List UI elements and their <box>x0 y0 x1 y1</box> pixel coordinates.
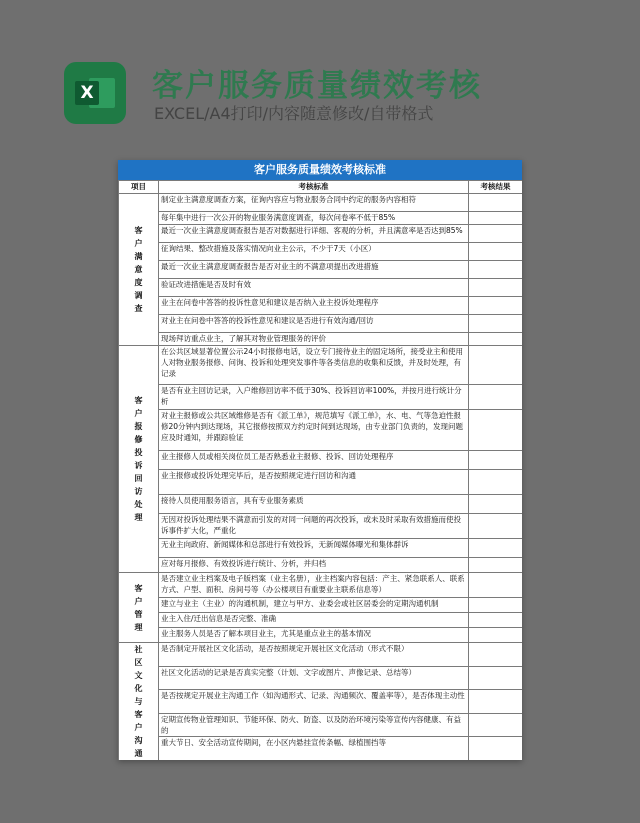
table-row <box>119 333 523 346</box>
table-row <box>119 737 523 760</box>
result-cell[interactable] <box>469 261 523 279</box>
category-cell <box>119 573 159 643</box>
criteria-cell <box>159 643 469 667</box>
criteria-cell <box>159 713 469 737</box>
result-cell[interactable] <box>469 470 523 495</box>
criteria-text: 业主在问卷中答答的投诉性意见和建议是否纳入业主投诉处理程序 <box>161 298 379 307</box>
table-row <box>119 713 523 737</box>
result-cell[interactable] <box>469 346 523 385</box>
result-cell[interactable] <box>469 558 523 573</box>
table-row <box>119 690 523 714</box>
result-cell[interactable] <box>469 279 523 297</box>
page-subtitle: EXCEL/A4打印/内容随意修改/自带格式 <box>154 104 434 123</box>
table-row <box>119 261 523 279</box>
column-header-result: 考核结果 <box>469 181 523 194</box>
criteria-cell <box>159 598 469 613</box>
result-cell[interactable] <box>469 194 523 212</box>
table-row <box>119 243 523 261</box>
criteria-text: 应对每月报修、有效投诉进行统计、分析，并归档 <box>161 559 326 568</box>
criteria-text: 是否建立业主档案及电子版档案（业主名册），业主档案内容包括：产主、紧急联系人、联系方式、户型、面积、房间号等（办公楼项目有重要业主联系信息等） <box>161 574 465 594</box>
criteria-text: 在公共区域显著位置公示24小时报修电话，设立专门接待业主的固定场所，接受业主和使用人对物业服务报修、问询、投诉和处理突发事件等各类信息的收集和反馈，并及时处理，有记录 <box>161 347 464 378</box>
excel-logo-icon <box>64 62 126 124</box>
criteria-text: 每年集中进行一次公开的物业服务满意度调查，每次问卷率不低于85% <box>161 213 396 222</box>
result-cell[interactable] <box>469 666 523 690</box>
table-row <box>119 315 523 333</box>
table-row <box>119 628 523 643</box>
criteria-cell <box>159 666 469 690</box>
result-cell[interactable] <box>469 713 523 737</box>
category-label: 客户满意度调查 <box>134 226 143 313</box>
sheet-title: 客户服务质量绩效考核标准 <box>118 160 522 180</box>
spreadsheet-preview <box>118 160 522 760</box>
criteria-text: 业主入住/迁出信息是否完整、准确 <box>161 614 277 623</box>
result-cell[interactable] <box>469 514 523 539</box>
criteria-cell <box>159 346 469 385</box>
table-row <box>119 410 523 451</box>
criteria-cell <box>159 243 469 261</box>
category-cell <box>119 194 159 346</box>
result-cell[interactable] <box>469 243 523 261</box>
criteria-cell <box>159 385 469 410</box>
criteria-cell <box>159 539 469 558</box>
result-cell[interactable] <box>469 451 523 470</box>
category-label: 客户管理 <box>134 583 143 632</box>
criteria-text: 接待人员使用服务语言，具有专业服务素质 <box>161 496 304 505</box>
result-cell[interactable] <box>469 410 523 451</box>
criteria-text: 无因对投诉处理结果不满意而引发的对同一问题的再次投诉，或未及时采取有效措施而使投诉事件扩大化，严重化 <box>161 515 461 535</box>
result-cell[interactable] <box>469 690 523 714</box>
criteria-text: 现场拜访重点业主，了解其对物业管理服务的评价 <box>161 334 326 343</box>
category-label: 社区文化与客户沟通 <box>134 645 143 758</box>
result-cell[interactable] <box>469 225 523 243</box>
result-cell[interactable] <box>469 495 523 514</box>
criteria-cell <box>159 737 469 760</box>
table-row <box>119 470 523 495</box>
criteria-text: 最近一次业主满意度调查报告是否对数据进行详细、客观的分析，并且满意率是否达到85% <box>161 226 463 235</box>
table-row <box>119 643 523 667</box>
criteria-cell <box>159 451 469 470</box>
category-cell <box>119 346 159 573</box>
result-cell[interactable] <box>469 333 523 346</box>
table-row <box>119 225 523 243</box>
column-header-item: 项目 <box>119 181 159 194</box>
result-cell[interactable] <box>469 573 523 598</box>
table-row <box>119 194 523 212</box>
criteria-cell <box>159 261 469 279</box>
result-cell[interactable] <box>469 315 523 333</box>
criteria-text: 业主报修人员或相关岗位员工是否熟悉业主报修、投诉、回访处理程序 <box>161 452 394 461</box>
category-cell <box>119 643 159 761</box>
result-cell[interactable] <box>469 613 523 628</box>
criteria-text: 业主服务人员是否了解本项目业主，尤其是重点业主的基本情况 <box>161 629 371 638</box>
criteria-text: 是否制定开展社区文化活动，是否按照规定开展社区文化活动（形式不限） <box>161 644 409 653</box>
table-row <box>119 279 523 297</box>
criteria-cell <box>159 613 469 628</box>
result-cell[interactable] <box>469 297 523 315</box>
criteria-cell <box>159 194 469 212</box>
criteria-cell <box>159 628 469 643</box>
assessment-table <box>118 180 522 760</box>
result-cell[interactable] <box>469 643 523 667</box>
table-row <box>119 495 523 514</box>
criteria-cell <box>159 410 469 451</box>
criteria-text: 建立与业主（主业）的沟通机制，建立与甲方、业委会或社区居委会的定期沟通机制 <box>161 599 439 608</box>
table-row <box>119 297 523 315</box>
result-cell[interactable] <box>469 628 523 643</box>
category-label: 客户报修投诉回访处理 <box>134 396 143 522</box>
logo-letter: X <box>75 81 99 105</box>
criteria-cell <box>159 558 469 573</box>
table-row <box>119 666 523 690</box>
column-header-criteria: 考核标准 <box>159 181 469 194</box>
criteria-text: 最近一次业主满意度调查报告是否对业主的不满意项提出改进措施 <box>161 262 379 271</box>
criteria-text: 无业主向政府、新闻媒体和总部进行有效投诉，无新闻媒体曝光和集体群诉 <box>161 540 409 549</box>
criteria-cell <box>159 495 469 514</box>
table-row <box>119 346 523 385</box>
criteria-text: 制定业主满意度调查方案，征询内容应与物业服务合同中约定的服务内容相符 <box>161 195 416 204</box>
table-row <box>119 451 523 470</box>
result-cell[interactable] <box>469 385 523 410</box>
criteria-cell <box>159 279 469 297</box>
table-row <box>119 212 523 225</box>
criteria-cell <box>159 297 469 315</box>
criteria-text: 征询结果、整改措施及落实情况向业主公示，不少于7天（小区） <box>161 244 376 253</box>
criteria-cell <box>159 212 469 225</box>
table-row <box>119 613 523 628</box>
table-row <box>119 598 523 613</box>
result-cell[interactable] <box>469 598 523 613</box>
page-title: 客户服务质量绩效考核 <box>152 68 482 104</box>
criteria-cell <box>159 690 469 714</box>
table-row <box>119 385 523 410</box>
table-row <box>119 539 523 558</box>
table-header-row <box>119 181 523 194</box>
table-row <box>119 573 523 598</box>
table-row <box>119 558 523 573</box>
criteria-cell <box>159 573 469 598</box>
criteria-text: 业主报修或投诉处理完毕后，是否按照规定进行回访和沟通 <box>161 471 356 480</box>
criteria-text: 对业主在问卷中答答的投诉性意见和建议是否进行有效沟通/回访 <box>161 316 374 325</box>
criteria-cell <box>159 333 469 346</box>
table-row <box>119 514 523 539</box>
criteria-text: 对业主报修或公共区域维修是否有《派工单》，规范填写《派工单》，水、电、气等急迫性报修20分钟内到达现场，其它报修按照双方约定时间到达现场，由专业部门负责的，发现问题应及时通知，并跟踪验证 <box>161 411 464 442</box>
criteria-cell <box>159 514 469 539</box>
criteria-cell <box>159 225 469 243</box>
criteria-text: 是否有业主回访记录，入户维修回访率不低于30%、投诉回访率100%，并按月进行统计分析 <box>161 386 462 406</box>
result-cell[interactable] <box>469 212 523 225</box>
criteria-text: 社区文化活动的记录是否真实完整（计划、文字或图片、声像记录、总结等） <box>161 667 416 677</box>
criteria-text: 是否按规定开展业主沟通工作（如沟通形式、记录、沟通频次、覆盖率等），是否体现主动性 <box>161 691 465 701</box>
criteria-cell <box>159 470 469 495</box>
criteria-text: 验证改进措施是否及时有效 <box>161 280 251 289</box>
criteria-text: 定期宣传物业管理知识、节能环保、防火、防盗、以及防治环境污染等宣传内容健康、有益的 <box>161 714 461 734</box>
criteria-cell <box>159 315 469 333</box>
criteria-text: 重大节日、安全活动宣传期间，在小区内悬挂宣传条幅、绿植围挡等 <box>161 738 386 748</box>
result-cell[interactable] <box>469 737 523 760</box>
result-cell[interactable] <box>469 539 523 558</box>
